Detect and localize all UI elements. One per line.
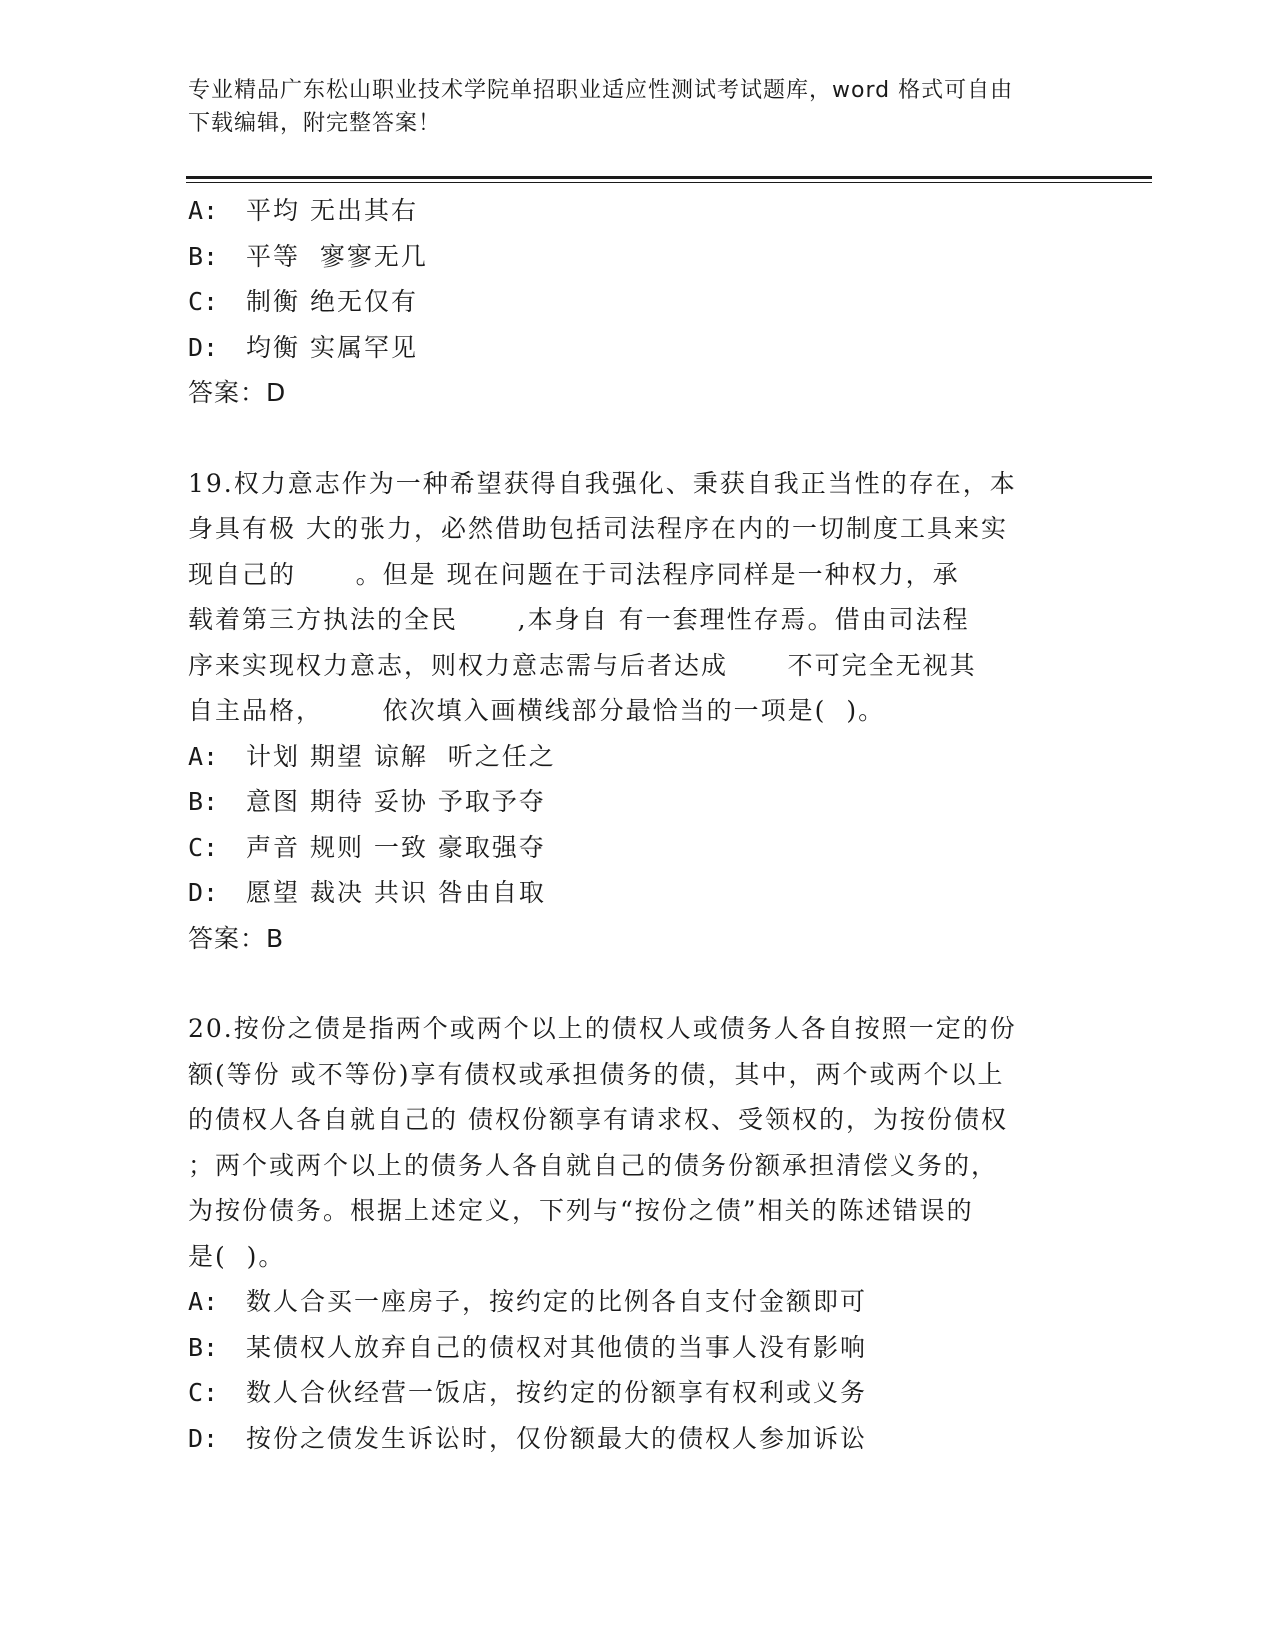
question-text-line: 为按份债务。根据上述定义，下列与“按份之债”相关的陈述错误的 — [188, 1196, 974, 1225]
page-header — [188, 74, 1068, 140]
option-text: 数人合伙经营一饭店，按约定的份额享有权利或义务 — [246, 1378, 868, 1407]
question-text-line: 自主品格， 依次填入画横线部分最恰当的一项是( )。 — [188, 696, 886, 725]
question-20 — [188, 1006, 1088, 1461]
option-letter: C: — [188, 1378, 219, 1407]
header-line-1: 专业精品广东松山职业技术学院单招职业适应性测试考试题库，word 格式可自由 — [188, 78, 1014, 103]
question-text-line: 20.按份之债是指两个或两个以上的债权人或债务人各自按照一定的份 — [188, 1014, 1017, 1043]
question-text-line: 载着第三方执法的全民 ,本身自 有一套理性存焉。借由司法程 — [188, 605, 970, 634]
question-text-line: 的债权人各自就自己的 债权份额享有请求权、受领权的，为按份债权 — [188, 1105, 1008, 1134]
option-text: 按份之债发生诉讼时，仅份额最大的债权人参加诉讼 — [246, 1423, 868, 1453]
option-text: 某债权人放弃自己的债权对其他债的当事人没有影响 — [246, 1332, 868, 1362]
option-c — [188, 825, 1088, 871]
option-c — [188, 1370, 1088, 1416]
option-b — [188, 1325, 1088, 1371]
option-letter: B: — [188, 241, 219, 271]
question-text-line: 19.权力意志作为一种希望获得自我强化、秉获自我正当性的存在，本 — [188, 468, 1017, 498]
option-letter: C: — [188, 287, 219, 316]
option-text: 均衡 实属罕见 — [246, 332, 418, 362]
header-line-2: 下载编辑，附完整答案！ — [188, 111, 442, 136]
header-divider-thin — [186, 182, 1152, 183]
option-d — [188, 870, 1088, 916]
answer-line: 答案：B — [188, 923, 285, 953]
option-a — [188, 188, 1088, 234]
option-text: 数人合买一座房子，按约定的比例各自支付金额即可 — [246, 1287, 868, 1316]
option-letter: B: — [188, 1332, 219, 1362]
header-divider-thick — [186, 176, 1152, 179]
option-text: 平均 无出其右 — [246, 196, 418, 225]
spacer — [188, 416, 1088, 461]
option-text: 声音 规则 一致 豪取强夺 — [246, 832, 546, 862]
question-text-line: 身具有极 大的张力，必然借助包括司法程序在内的一切制度工具来实 — [188, 514, 1008, 543]
option-letter: A: — [188, 741, 219, 771]
option-letter: D: — [188, 1423, 219, 1453]
question-19 — [188, 461, 1088, 962]
option-letter: C: — [188, 832, 219, 862]
question-text-line: 额(等份 或不等份)享有债权或承担债务的债，其中，两个或两个以上 — [188, 1059, 1005, 1089]
option-d — [188, 325, 1088, 371]
question-18 — [188, 188, 1088, 416]
option-d — [188, 1416, 1088, 1462]
option-a — [188, 1279, 1088, 1325]
option-b — [188, 779, 1088, 825]
answer-line: 答案：D — [188, 378, 287, 407]
option-text: 意图 期待 妥协 予取予夺 — [246, 787, 546, 816]
option-text: 制衡 绝无仅有 — [246, 287, 418, 316]
option-c — [188, 279, 1088, 325]
option-letter: B: — [188, 787, 219, 816]
option-letter: A: — [188, 196, 219, 225]
option-text: 平等 寥寥无几 — [246, 241, 428, 271]
option-a — [188, 734, 1088, 780]
spacer — [188, 961, 1088, 1006]
option-letter: A: — [188, 1287, 219, 1316]
question-content — [188, 188, 1088, 1461]
option-text: 愿望 裁决 共识 咎由自取 — [246, 878, 546, 907]
option-b — [188, 234, 1088, 280]
option-letter: D: — [188, 878, 219, 907]
question-text-line: 现自己的 。但是 现在问题在于司法程序同样是一种权力，承 — [188, 559, 960, 589]
option-text: 计划 期望 谅解 听之任之 — [246, 741, 556, 771]
question-text-line: 是( )。 — [188, 1241, 286, 1271]
question-text-line: 序来实现权力意志，则权力意志需与后者达成 不可完全无视其 — [188, 650, 977, 680]
option-letter: D: — [188, 332, 219, 362]
question-text-line: ；两个或两个以上的债务人各自就自己的债务份额承担清偿义务的， — [188, 1150, 999, 1180]
